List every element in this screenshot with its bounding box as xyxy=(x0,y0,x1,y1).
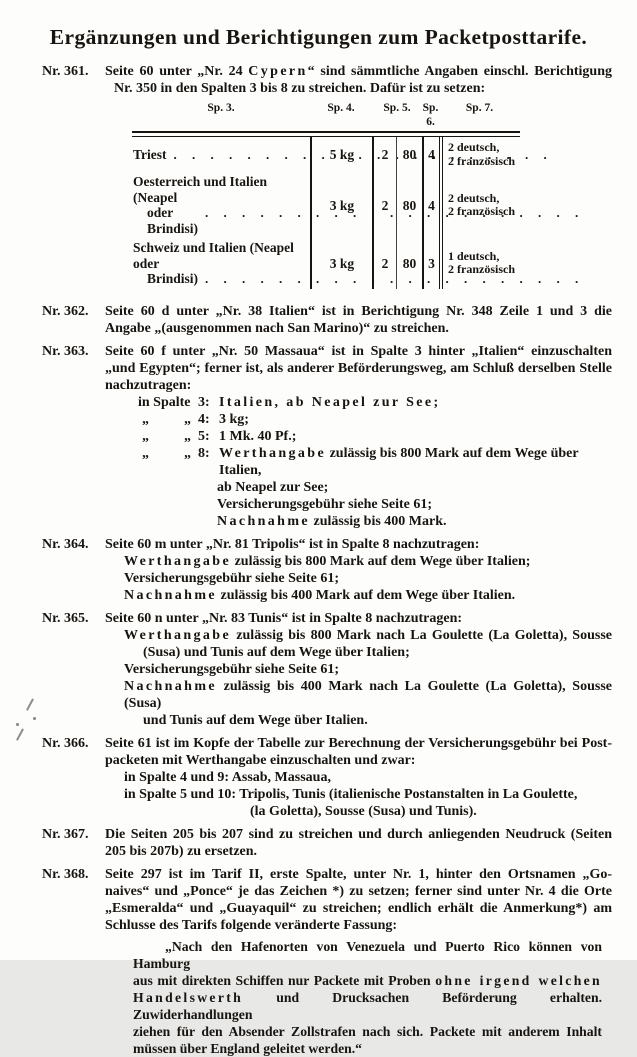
declaration-line: 1 deutsch, xyxy=(448,248,500,263)
text-line xyxy=(133,972,602,989)
destination-text: Triest xyxy=(133,146,167,162)
text-line xyxy=(124,570,612,587)
text-line xyxy=(105,343,612,360)
destination-text: Oesterreich und Italien (Neapel xyxy=(133,174,267,205)
text-segment: Seite 60 m unter „Nr. 81 Tripolis“ ist in Spalte 8 nachzutragen: xyxy=(105,536,480,552)
ditto-mark: „ xyxy=(142,428,149,444)
page-title: Ergänzungen und Berichtigungen zum Packetposttarife. xyxy=(49,25,588,49)
text-line xyxy=(124,627,612,644)
text-segment: zulässig bis 400 Mark. xyxy=(309,513,447,529)
text-segment: Nachnahme xyxy=(217,513,310,529)
spalte-value xyxy=(219,428,612,445)
sp6-cell: 4 xyxy=(422,137,439,172)
declaration-line: 2 französisch xyxy=(448,204,515,218)
text-segment: 1 Mk. 40 Pf.; xyxy=(219,428,297,444)
text-line xyxy=(133,989,602,1023)
entry-body xyxy=(105,610,612,729)
ditto-marks xyxy=(138,411,198,428)
ditto-mark: „ xyxy=(184,445,191,461)
correction-entry xyxy=(0,63,637,297)
text-line xyxy=(124,786,612,803)
table-row xyxy=(132,172,520,238)
text-segment: Seite 60 n unter „Nr. 83 Tunis“ ist in Spalte 8 nachzutragen: xyxy=(105,610,463,626)
declarations-cell xyxy=(439,172,520,238)
text-segment: Die Seiten 205 bis 207 sind zu streichen und durch anliegenden Neudruck (Seiten xyxy=(105,826,612,842)
text-line xyxy=(105,843,612,860)
spalte-number: 3: xyxy=(198,394,210,410)
destination-line xyxy=(133,240,307,271)
entry-body xyxy=(105,866,612,1057)
text-segment: Cypern xyxy=(248,64,308,79)
pfennig-cell: 80 xyxy=(396,238,422,289)
mark-cell: 2 xyxy=(372,238,396,289)
spalte-list-line xyxy=(138,411,612,428)
spalte-number: 8: xyxy=(198,445,210,461)
spalte-label: in Spalte xyxy=(138,394,191,410)
text-segment: Seite 297 ist im Tarif II, erste Spalte, unter Nr. 1, hinter den Ortsnamen „Go- xyxy=(105,866,612,882)
ditto-mark: „ xyxy=(184,411,191,427)
text-line xyxy=(217,496,612,513)
destination-line xyxy=(133,271,307,287)
text-segment: Werthangabe xyxy=(219,445,327,461)
text-segment: naives“ und „Ponce“ je das Zeichen *) zu setzen; ferner sind unter Nr. 4 die Orte xyxy=(105,883,612,899)
mark-cell: 2 xyxy=(372,172,396,238)
text-line xyxy=(105,866,612,883)
text-segment: Versicherungsgebühr siehe Seite 61; xyxy=(124,661,340,677)
entry-number: Nr. 361. xyxy=(42,64,89,79)
correction-entry xyxy=(0,610,637,729)
text-line xyxy=(217,479,612,496)
entry-number: Nr. 367. xyxy=(42,826,89,842)
text-line xyxy=(105,917,612,934)
text-line xyxy=(105,377,612,394)
ditto-marks xyxy=(138,428,198,445)
text-segment: Angabe „(ausgenommen nach San Marino)“ zu streichen. xyxy=(105,320,449,336)
text-line xyxy=(105,536,612,553)
text-line xyxy=(143,644,612,661)
text-line xyxy=(124,678,612,712)
text-segment: Nachnahme xyxy=(124,678,217,694)
text-segment: Werthangabe xyxy=(124,627,232,643)
entry-number: Nr. 368. xyxy=(42,866,89,882)
destination-cell xyxy=(132,137,310,172)
declaration-line: 2 französisch xyxy=(448,262,515,277)
text-segment: 205 bis 207b) zu ersetzen. xyxy=(105,843,258,859)
column-header: Sp. 7. xyxy=(465,102,494,114)
weight-cell: 5 kg xyxy=(310,137,372,172)
text-segment: (la Goletta), Sousse (Susa) und Tunis). xyxy=(250,803,477,819)
text-segment: Seite 60 f unter „Nr. 50 Massaua“ ist in Spalte 3 hinter „Italien“ einzuschalten xyxy=(105,343,612,359)
tariff-table xyxy=(132,101,520,289)
text-line xyxy=(124,587,612,604)
entry-number: Nr. 362. xyxy=(42,303,89,319)
text-segment: Nr. 350 in den Spalten 3 bis 8 zu streichen. Dafür ist zu setzen: xyxy=(114,81,486,96)
text-line xyxy=(250,803,612,820)
text-segment: müssen über England geleitet werden.“ xyxy=(133,1040,363,1056)
entry-body xyxy=(105,735,612,820)
text-segment: ab Neapel zur See; xyxy=(217,479,329,495)
text-segment: Seite 60 d unter „Nr. 38 Italien“ ist in Berichtigung Nr. 348 Zeile 1 und 3 die xyxy=(105,303,612,319)
text-line xyxy=(124,769,612,786)
corrections-list xyxy=(0,63,637,1057)
destination-cell xyxy=(132,238,310,289)
entry-number: Nr. 364. xyxy=(42,536,89,552)
text-segment: Seite 60 unter „Nr. 24 xyxy=(105,64,249,79)
ditto-marks xyxy=(138,445,198,479)
text-segment: nachzutragen: xyxy=(105,377,192,393)
text-line xyxy=(105,63,612,80)
sp6-cell: 4 xyxy=(422,172,439,238)
entry-number: Nr. 365. xyxy=(42,610,89,626)
text-line xyxy=(133,1023,602,1040)
destination-text: oder Brindisi) xyxy=(147,205,199,236)
spalte-list-line xyxy=(138,394,612,411)
text-segment: Werthangabe xyxy=(124,553,232,569)
ditto-mark: „ xyxy=(184,428,191,444)
entry-body xyxy=(105,303,612,337)
text-segment: (Susa) und Tunis auf dem Wege über Italien; xyxy=(143,644,410,660)
text-line xyxy=(105,610,612,627)
spalte-number: 4: xyxy=(198,411,210,427)
text-segment: ; xyxy=(433,394,439,410)
text-segment: zulässig bis 400 Mark auf dem Wege über Italien. xyxy=(216,587,516,603)
text-line xyxy=(105,900,612,917)
text-line xyxy=(105,735,612,752)
spalte-value xyxy=(219,445,612,479)
entry-number: Nr. 366. xyxy=(42,735,89,751)
weight-cell: 3 kg xyxy=(310,172,372,238)
weight-cell: 3 kg xyxy=(310,238,372,289)
text-segment: Italien, ab Neapel zur See xyxy=(219,394,434,410)
text-segment: “ sind sämmtliche Angaben einschl. Berichtigung xyxy=(307,64,612,79)
text-line xyxy=(217,513,612,530)
correction-entry xyxy=(0,536,637,604)
declaration-line: 2 französisch xyxy=(448,153,515,168)
entry-body xyxy=(105,343,612,530)
correction-entry xyxy=(0,735,637,820)
text-segment: in Spalte 5 und 10: Tripolis, Tunis (italienische Postanstalten in La Goulette, xyxy=(124,786,578,802)
text-line xyxy=(105,320,612,337)
text-segment: aus mit direkten Schiffen nur Packete mit Proben xyxy=(133,972,436,988)
text-line xyxy=(133,938,602,972)
text-line xyxy=(105,360,612,377)
column-header: Sp. 6. xyxy=(422,102,439,128)
declarations-cell xyxy=(439,137,520,172)
destination-line xyxy=(133,174,307,205)
text-segment: zulässig bis 400 Mark nach La Goulette (La Goletta), Sousse (Susa) xyxy=(124,678,612,711)
entry-body xyxy=(105,826,612,860)
text-segment: „und Egypten“; ferner ist, als anderer Beförderungsweg, am Schluß derselben Stelle xyxy=(105,360,612,376)
text-segment: Nachnahme xyxy=(124,587,217,603)
correction-entry xyxy=(0,343,637,530)
text-segment: zulässig bis 800 Mark auf dem Wege über Italien, xyxy=(219,445,579,478)
spalte-list-line xyxy=(138,445,612,479)
text-segment: Schlusse des Tarifs folgende veränderte Fassung: xyxy=(105,917,398,933)
correction-entry xyxy=(0,303,637,337)
text-segment: packeten mit Werthangabe einzuschalten und zwar: xyxy=(105,752,416,768)
text-segment: und Drucksachen Beförderung erhalten. Zuwiderhandlungen xyxy=(133,989,602,1022)
column-header: Sp. 4. xyxy=(327,102,355,114)
declaration-line: 2 deutsch, xyxy=(448,190,500,205)
destination-cell xyxy=(132,172,310,238)
text-segment: „Nach den Hafenorten von Venezuela und Puerto Rico können von Hamburg xyxy=(133,938,602,971)
text-segment: zulässig bis 800 Mark auf dem Wege über Italien; xyxy=(231,553,531,569)
text-segment: zulässig bis 800 Mark nach La Goulette (La Goletta), Sousse xyxy=(231,627,612,643)
text-line xyxy=(133,1040,602,1057)
destination-text: Schweiz und Italien (Neapel oder xyxy=(133,240,294,271)
spalte-value xyxy=(219,394,612,411)
table-row xyxy=(132,137,520,172)
declaration-line: 2 deutsch, xyxy=(448,140,500,154)
spalte-value xyxy=(219,411,612,428)
table-header-row xyxy=(132,101,520,131)
text-segment: „Esmeralda“ und „Guayaquil“ zu streichen; endlich erhält die Anmerkung*) am xyxy=(105,900,612,916)
text-line xyxy=(105,883,612,900)
entry-body xyxy=(105,63,612,297)
spalte-list-line xyxy=(138,428,612,445)
entry-body xyxy=(105,536,612,604)
ditto-mark: „ xyxy=(142,411,149,427)
spalte-number: 5: xyxy=(198,428,210,444)
column-header: Sp. 3. xyxy=(207,102,235,114)
text-segment: in Spalte 4 und 9: Assab, Massaua, xyxy=(124,769,331,785)
destination-line xyxy=(133,147,307,163)
correction-entry xyxy=(0,866,637,1057)
text-segment: ohne irgend welchen xyxy=(435,972,602,988)
declarations-cell xyxy=(439,238,520,289)
sp6-cell: 3 xyxy=(422,238,439,289)
text-segment: Seite 61 ist im Kopfe der Tabelle zur Berechnung der Versicherungsgebühr bei Post- xyxy=(105,735,612,751)
text-segment: und Tunis auf dem Wege über Italien. xyxy=(143,712,368,728)
text-line xyxy=(105,826,612,843)
text-line xyxy=(114,80,612,97)
text-segment: Versicherungsgebühr siehe Seite 61; xyxy=(217,496,433,512)
pfennig-cell: 80 xyxy=(396,172,422,238)
entry-number: Nr. 363. xyxy=(42,343,89,359)
mark-cell: 2 xyxy=(372,137,396,172)
column-header: Sp. 5. xyxy=(383,102,411,114)
text-line xyxy=(124,553,612,570)
text-line xyxy=(105,752,612,769)
text-line xyxy=(143,712,612,729)
text-line xyxy=(105,303,612,320)
text-segment: Handelswerth xyxy=(133,989,244,1005)
text-line xyxy=(124,661,612,678)
correction-entry xyxy=(0,826,637,860)
text-segment: ziehen für den Absender Zollstrafen nach sich. Packete mit anderem Inhalt xyxy=(133,1023,602,1039)
table-row xyxy=(132,238,520,289)
text-segment: Versicherungsgebühr siehe Seite 61; xyxy=(124,570,340,586)
pfennig-cell: 80 xyxy=(396,137,422,172)
destination-line xyxy=(133,205,307,236)
ditto-mark: „ xyxy=(142,445,149,461)
text-segment: 3 kg; xyxy=(219,411,249,427)
destination-text: Brindisi) xyxy=(147,271,199,286)
